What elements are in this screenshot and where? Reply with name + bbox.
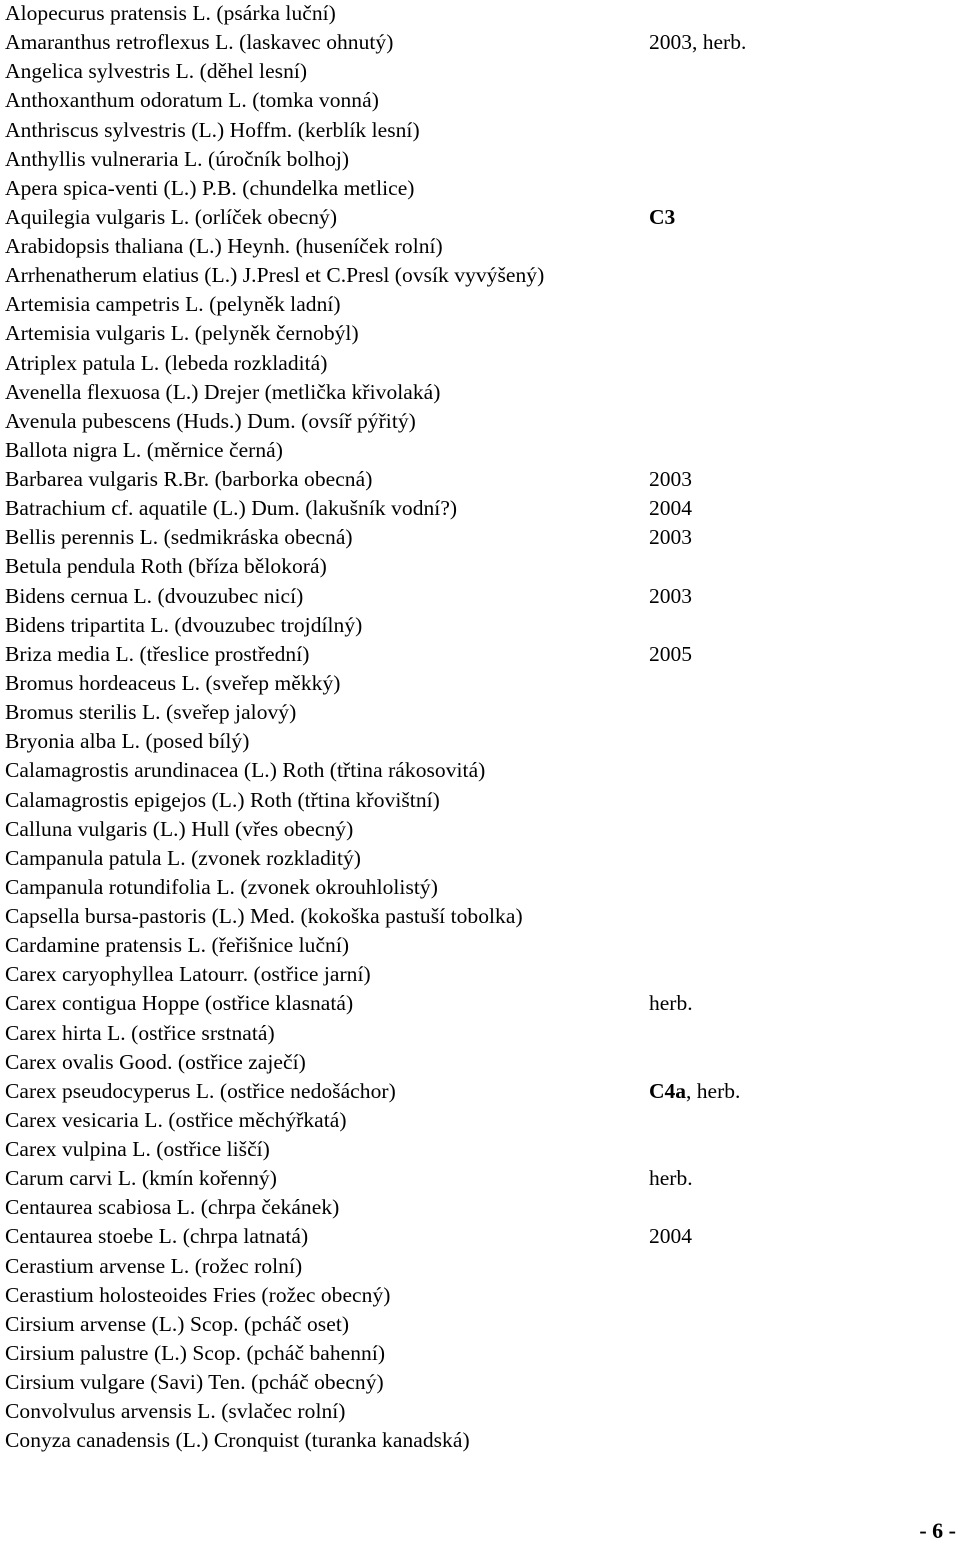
list-item <box>0 873 960 902</box>
list-item <box>0 407 960 436</box>
record-note: herb. <box>649 1166 693 1191</box>
list-item <box>0 28 960 57</box>
category-code: C4a <box>649 1078 687 1103</box>
species-name: Ballota nigra L. (měrnice černá) <box>5 437 283 462</box>
species-name: Calamagrostis epigejos (L.) Roth (třtina křovištní) <box>5 787 440 812</box>
species-note <box>649 465 692 494</box>
list-item <box>0 1252 960 1281</box>
species-name: Centaurea scabiosa L. (chrpa čekánek) <box>5 1195 340 1220</box>
list-item <box>0 174 960 203</box>
species-name: Cirsium vulgare (Savi) Ten. (pcháč obecný) <box>5 1370 384 1395</box>
species-name: Cirsium arvense (L.) Scop. (pcháč oset) <box>5 1311 350 1336</box>
species-name: Avenula pubescens (Huds.) Dum. (ovsíř pýřitý) <box>5 408 416 433</box>
species-name: Carex pseudocyperus L. (ostřice nedošáchor) <box>5 1078 396 1103</box>
species-name: Carex vesicaria L. (ostřice měchýřkatá) <box>5 1107 347 1132</box>
list-item <box>0 494 960 523</box>
list-item <box>0 203 960 232</box>
list-item <box>0 116 960 145</box>
list-item <box>0 552 960 581</box>
list-item <box>0 1339 960 1368</box>
species-name: Campanula patula L. (zvonek rozkladitý) <box>5 845 361 870</box>
list-item <box>0 1222 960 1251</box>
species-note <box>649 203 675 232</box>
species-name: Bidens cernua L. (dvouzubec nicí) <box>5 583 304 608</box>
species-name: Carex ovalis Good. (ostřice zaječí) <box>5 1049 306 1074</box>
species-name: Barbarea vulgaris R.Br. (barborka obecná) <box>5 467 373 492</box>
species-name: Bellis perennis L. (sedmikráska obecná) <box>5 525 353 550</box>
record-note: 2003 <box>649 583 692 608</box>
list-item <box>0 1397 960 1426</box>
species-name: Betula pendula Roth (bříza bělokorá) <box>5 554 327 579</box>
species-name: Bromus sterilis L. (sveřep jalový) <box>5 700 297 725</box>
species-name: Bromus hordeaceus L. (sveřep měkký) <box>5 670 341 695</box>
species-name: Cerastium arvense L. (rožec rolní) <box>5 1253 303 1278</box>
species-name: Briza media L. (třeslice prostřední) <box>5 641 310 666</box>
species-note <box>649 1077 740 1106</box>
species-name: Cardamine pratensis L. (řeřišnice luční) <box>5 933 350 958</box>
species-name: Cirsium palustre (L.) Scop. (pcháč bahenní) <box>5 1340 386 1365</box>
list-item <box>0 902 960 931</box>
list-item <box>0 290 960 319</box>
species-name: Batrachium cf. aquatile (L.) Dum. (lakušník vodní?) <box>5 496 458 521</box>
list-item <box>0 727 960 756</box>
record-note: , herb. <box>686 1078 741 1103</box>
species-name: Anthoxanthum odoratum L. (tomka vonná) <box>5 88 379 113</box>
species-note <box>649 494 692 523</box>
list-item <box>0 1368 960 1397</box>
species-name: Carex caryophyllea Latourr. (ostřice jarní) <box>5 962 371 987</box>
species-name: Bidens tripartita L. (dvouzubec trojdílný) <box>5 612 363 637</box>
list-item <box>0 669 960 698</box>
record-note: 2005 <box>649 641 692 666</box>
species-name: Anthyllis vulneraria L. (úročník bolhoj) <box>5 146 350 171</box>
species-name: Atriplex patula L. (lebeda rozkladitá) <box>5 350 328 375</box>
species-note <box>649 640 692 669</box>
species-name: Calluna vulgaris (L.) Hull (vřes obecný) <box>5 816 354 841</box>
list-item <box>0 844 960 873</box>
species-name: Apera spica-venti (L.) P.B. (chundelka metlice) <box>5 175 415 200</box>
species-name: Avenella flexuosa (L.) Drejer (metlička křivolaká) <box>5 379 441 404</box>
species-name: Carex hirta L. (ostřice srstnatá) <box>5 1020 275 1045</box>
list-item <box>0 989 960 1018</box>
species-name: Anthriscus sylvestris (L.) Hoffm. (kerblík lesní) <box>5 117 420 142</box>
species-name: Aquilegia vulgaris L. (orlíček obecný) <box>5 204 338 229</box>
species-name: Centaurea stoebe L. (chrpa latnatá) <box>5 1224 309 1249</box>
species-name: Amaranthus retroflexus L. (laskavec ohnutý) <box>5 30 394 55</box>
category-code: C3 <box>649 204 676 229</box>
record-note: 2004 <box>649 1224 692 1249</box>
list-item <box>0 1281 960 1310</box>
list-item <box>0 1426 960 1455</box>
species-name: Artemisia vulgaris L. (pelyněk černobýl) <box>5 321 359 346</box>
list-item <box>0 1077 960 1106</box>
species-name: Conyza canadensis (L.) Cronquist (turanka kanadská) <box>5 1428 470 1453</box>
species-name: Campanula rotundifolia L. (zvonek okrouhlolistý) <box>5 874 438 899</box>
species-name: Capsella bursa-pastoris (L.) Med. (kokoška pastuší tobolka) <box>5 904 523 929</box>
species-name: Carum carvi L. (kmín kořenný) <box>5 1166 277 1191</box>
list-item <box>0 960 960 989</box>
record-note: 2003, herb. <box>649 30 747 55</box>
record-note: 2004 <box>649 496 692 521</box>
species-name: Arrhenatherum elatius (L.) J.Presl et C.Presl (ovsík vyvýšený) <box>5 263 545 288</box>
list-item <box>0 349 960 378</box>
list-item <box>0 815 960 844</box>
species-note <box>649 523 692 552</box>
list-item <box>0 436 960 465</box>
species-name: Carex vulpina L. (ostřice liščí) <box>5 1137 270 1162</box>
species-note <box>649 989 693 1018</box>
list-item <box>0 698 960 727</box>
list-item <box>0 756 960 785</box>
species-name: Cerastium holosteoides Fries (rožec obecný) <box>5 1282 391 1307</box>
species-name: Bryonia alba L. (posed bílý) <box>5 729 250 754</box>
list-item <box>0 611 960 640</box>
list-item <box>0 86 960 115</box>
species-note <box>649 582 692 611</box>
list-item <box>0 1310 960 1339</box>
list-item <box>0 1193 960 1222</box>
list-item <box>0 640 960 669</box>
species-name: Carex contigua Hoppe (ostřice klasnatá) <box>5 991 354 1016</box>
list-item <box>0 319 960 348</box>
list-item <box>0 0 960 28</box>
list-item <box>0 57 960 86</box>
list-item <box>0 1106 960 1135</box>
list-item <box>0 145 960 174</box>
species-name: Angelica sylvestris L. (děhel lesní) <box>5 59 308 84</box>
record-note: 2003 <box>649 467 692 492</box>
list-item <box>0 1135 960 1164</box>
list-item <box>0 786 960 815</box>
list-item <box>0 1164 960 1193</box>
list-item <box>0 523 960 552</box>
list-item <box>0 931 960 960</box>
species-note <box>649 1164 693 1193</box>
page-number: - 6 - <box>919 1518 956 1543</box>
list-item <box>0 378 960 407</box>
record-note: 2003 <box>649 525 692 550</box>
species-name: Calamagrostis arundinacea (L.) Roth (třtina rákosovitá) <box>5 758 486 783</box>
species-name: Convolvulus arvensis L. (svlačec rolní) <box>5 1399 346 1424</box>
species-name: Artemisia campetris L. (pelyněk ladní) <box>5 292 341 317</box>
species-note <box>649 1222 692 1251</box>
species-name: Alopecurus pratensis L. (psárka luční) <box>5 1 336 25</box>
list-item <box>0 465 960 494</box>
record-note: herb. <box>649 991 693 1016</box>
list-item <box>0 582 960 611</box>
list-item <box>0 261 960 290</box>
species-name: Arabidopsis thaliana (L.) Heynh. (huseníček rolní) <box>5 234 443 259</box>
list-item <box>0 1048 960 1077</box>
list-item <box>0 232 960 261</box>
species-note <box>649 28 746 57</box>
list-item <box>0 1019 960 1048</box>
